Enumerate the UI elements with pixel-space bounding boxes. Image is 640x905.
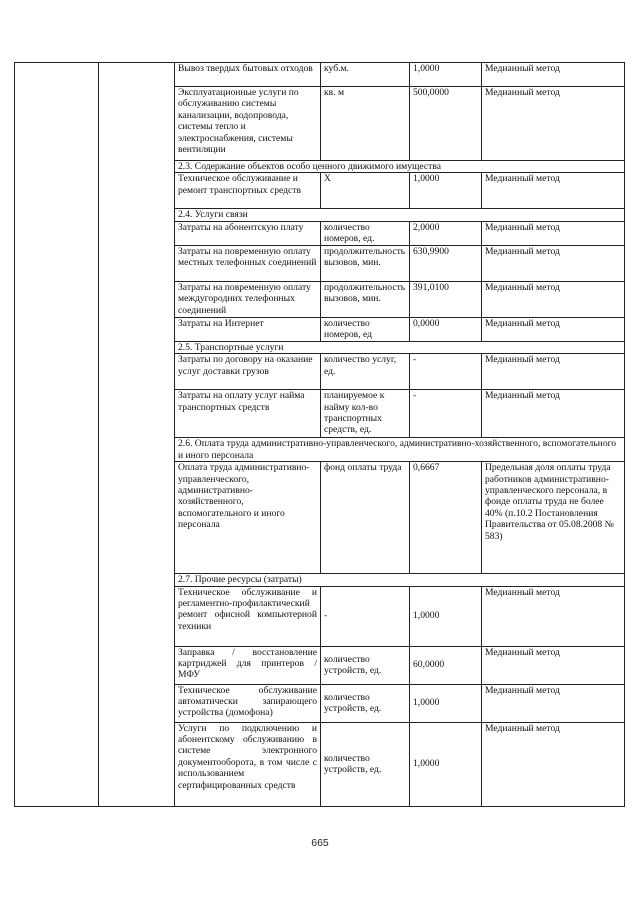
- cell-value: 1,0000: [410, 63, 482, 87]
- cell-method: Медианный метод: [482, 87, 625, 161]
- cell-unit: продолжительность вызовов, мин.: [321, 281, 410, 317]
- cell-unit: количество устройств, ед.: [321, 646, 410, 684]
- cell-value: 1,0000: [410, 684, 482, 722]
- cell-unit: фонд оплаты труда: [321, 462, 410, 574]
- cell-method: Медианный метод: [482, 586, 625, 646]
- cell-method: Медианный метод: [482, 684, 625, 722]
- cell-value: 0,0000: [410, 317, 482, 341]
- cell-value: 60,0000: [410, 646, 482, 684]
- cell-value: -: [410, 354, 482, 390]
- cell-value: 0,6667: [410, 462, 482, 574]
- cell-unit: продолжительность вызовов, мин.: [321, 245, 410, 281]
- cell-name: Техническое обслуживание автоматически запирающего устройства (домофона): [175, 684, 321, 722]
- cell-name: Затраты на повременную оплату междугородних телефонных соединений: [175, 281, 321, 317]
- cell-unit: количество устройств, ед.: [321, 684, 410, 722]
- cell-unit: куб.м.: [321, 63, 410, 87]
- cell-name: Заправка / восстановление картриджей для принтеров / МФУ: [175, 646, 321, 684]
- cell-method: Медианный метод: [482, 354, 625, 390]
- cell-unit: количество номеров, ед.: [321, 221, 410, 245]
- cell-name: Затраты на повременную оплату местных телефонных соединений: [175, 245, 321, 281]
- cell-name: Оплата труда административно-управленческого, административно-хозяйственного, вспомогательного и иного персонала: [175, 462, 321, 574]
- cell-method: Медианный метод: [482, 646, 625, 684]
- cell-method: Медианный метод: [482, 317, 625, 341]
- cell-unit: Х: [321, 173, 410, 209]
- cell-value: 1,0000: [410, 722, 482, 806]
- cell-name: Затраты на Интернет: [175, 317, 321, 341]
- cell-name: Услуги по подключению и абонентскому обслуживанию в системе электронного документооборота, в том числе с использованием сертифицированных средств: [175, 722, 321, 806]
- cell-unit: планируемое к найму кол-во транспортных средств, ед.: [321, 390, 410, 438]
- norms-table: [14, 62, 625, 807]
- cell-value: 500,0000: [410, 87, 482, 161]
- section-title: 2.7. Прочие ресурсы (затраты): [175, 574, 625, 586]
- section-title: 2.5. Транспортные услуги: [175, 341, 625, 353]
- cell-value: 391,0100: [410, 281, 482, 317]
- cell-method: Предельная доля оплаты труда работников административно-управленческого персонала, в фонде оплаты труда не более 40% (п.10.2 Постановления Правительства от 05.08.2008 № 583): [482, 462, 625, 574]
- cell-unit: кв. м: [321, 87, 410, 161]
- cell-value: 2,0000: [410, 221, 482, 245]
- cell-method: Медианный метод: [482, 221, 625, 245]
- empty-column-2: [99, 63, 175, 807]
- cell-method: Медианный метод: [482, 281, 625, 317]
- cell-unit: количество номеров, ед: [321, 317, 410, 341]
- table-row: [15, 63, 625, 87]
- section-title: 2.3. Содержание объектов особо ценного движимого имущества: [175, 161, 625, 173]
- cell-value: 630,9900: [410, 245, 482, 281]
- cell-name: Затраты по договору на оказание услуг доставки грузов: [175, 354, 321, 390]
- cell-unit: количество услуг, ед.: [321, 354, 410, 390]
- cell-name: Затраты на абонентскую плату: [175, 221, 321, 245]
- cell-value: 1,0000: [410, 173, 482, 209]
- section-title: 2.6. Оплата труда административно-управленческого, административно-хозяйственного, вспомогательного и иного персонала: [175, 438, 625, 462]
- cell-name: Техническое обслуживание и регламентно-профилактический ремонт офисной компьютерной техники: [175, 586, 321, 646]
- cell-method: Медианный метод: [482, 390, 625, 438]
- cell-unit: -: [321, 586, 410, 646]
- page-number: 665: [311, 837, 329, 849]
- cell-name: Вывоз твердых бытовых отходов: [175, 63, 321, 87]
- cell-name: Техническое обслуживание и ремонт транспортных средств: [175, 173, 321, 209]
- cell-name: Затраты на оплату услуг найма транспортных средств: [175, 390, 321, 438]
- cell-name: Эксплуатационные услуги по обслуживанию системы канализации, водопровода, системы тепло и электроснабжения, системы вентиляции: [175, 87, 321, 161]
- cell-value: -: [410, 390, 482, 438]
- cell-method: Медианный метод: [482, 63, 625, 87]
- cell-method: Медианный метод: [482, 245, 625, 281]
- cell-unit: количество устройств, ед.: [321, 722, 410, 806]
- cell-method: Медианный метод: [482, 722, 625, 806]
- cell-value: 1,0000: [410, 586, 482, 646]
- cell-method: Медианный метод: [482, 173, 625, 209]
- section-title: 2.4. Услуги связи: [175, 209, 625, 221]
- empty-column-1: [15, 63, 99, 807]
